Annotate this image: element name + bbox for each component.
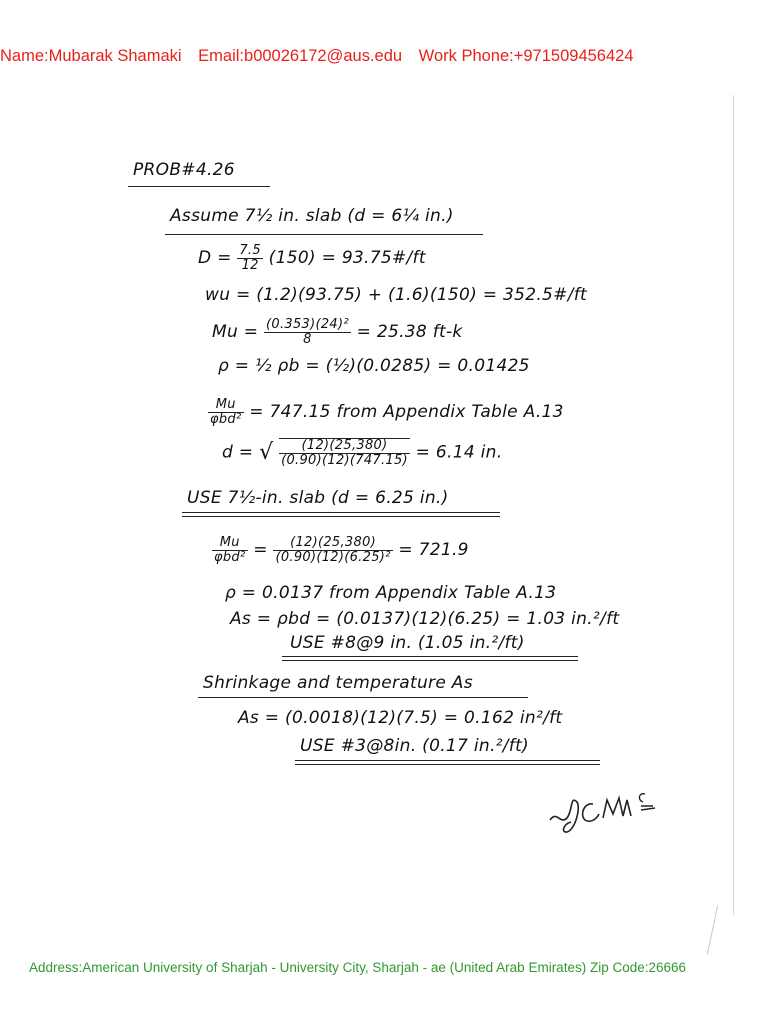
ratio-numerator: Mu <box>208 398 244 413</box>
depth-rhs: = 6.14 in. <box>415 442 503 463</box>
moment-rhs: = 25.38 ft-k <box>356 322 463 343</box>
ratio2-mid-numerator: (12)(25,380) <box>273 536 392 551</box>
ratio2-line: $\frac{Mu}{\text{φbd²}}$ = $\frac{(12)(25,380)}{\text{(0.90)(12)(6.25)²}}$ = 721.9 <box>214 535 469 565</box>
ratio2-numerator: Mu <box>212 536 248 551</box>
steel-area-line: As = ρbd = (0.0137)(12)(6.25) = 1.03 in.²/ft <box>230 609 620 629</box>
moment-fraction <box>264 318 351 346</box>
contact-phone: Work Phone:+971509456424 <box>418 47 634 65</box>
rho-line: ρ = ½ ρb = (½)(0.0285) = 0.01425 <box>218 356 530 376</box>
ratio2-mid-fraction <box>273 536 392 564</box>
use-slab-line: USE 7½-in. slab (d = 6.25 in.) <box>187 488 449 508</box>
shrinkage-underline <box>198 697 528 698</box>
moment-numerator: (0.353)(24)² <box>266 317 349 332</box>
ratio-line <box>208 398 564 426</box>
contact-email[interactable]: Email:b00026172@aus.edu <box>198 47 403 65</box>
scan-page-edge-bottom <box>707 905 719 954</box>
use-slab-double-underline <box>182 512 500 517</box>
assumption-line: Assume 7½ in. slab (d = 6¼ in.) <box>170 206 454 226</box>
use-bars2-double-underline <box>295 760 600 765</box>
dead-load-lhs: D = <box>198 248 232 269</box>
dead-load-numerator: 7.5 <box>239 243 261 258</box>
ratio2-rhs: = 721.9 <box>398 540 469 561</box>
use-bars-line: USE #8@9 in. (1.05 in.²/ft) <box>290 633 525 653</box>
sqrt-symbol-icon: √ <box>259 440 274 466</box>
assumption-underline <box>165 234 483 235</box>
use-bars-double-underline <box>282 656 578 661</box>
ratio-rhs: = 747.15 from Appendix Table A.13 <box>249 402 564 423</box>
dead-load-fraction <box>237 244 263 272</box>
moment-line <box>212 318 463 346</box>
depth-line <box>222 438 502 467</box>
scan-page-edge <box>733 95 737 915</box>
dead-load-line <box>198 244 426 272</box>
dead-load-denominator: 12 <box>241 257 259 273</box>
ratio-denominator: φbd² <box>210 411 242 427</box>
use-bars2-line: USE #3@8in. (0.17 in.²/ft) <box>300 736 529 756</box>
moment-lhs: Mu = <box>212 322 259 343</box>
handwritten-signature <box>545 780 675 840</box>
depth-fraction <box>279 438 410 467</box>
shrinkage-area-line: As = (0.0018)(12)(7.5) = 0.162 in²/ft <box>238 708 563 728</box>
factored-load-line: wu = (1.2)(93.75) + (1.6)(150) = 352.5#/ft <box>205 285 587 305</box>
depth-lhs: d = <box>222 442 254 463</box>
depth-numerator: (12)(25,380) <box>279 439 410 454</box>
address-footer: Address:American University of Sharjah - University City, Sharjah - ae (United Arab Emirates) Zip Code:26666 <box>29 960 687 975</box>
ratio2-fraction <box>212 536 248 564</box>
depth-denominator: (0.90)(12)(747.15) <box>281 452 408 468</box>
ratio2-denominator: φbd² <box>214 549 246 565</box>
problem-underline <box>128 186 270 187</box>
shrinkage-heading: Shrinkage and temperature As <box>203 673 473 693</box>
rho2-line: ρ = 0.0137 from Appendix Table A.13 <box>225 583 557 603</box>
contact-name: Name:Mubarak Shamaki <box>0 47 182 65</box>
ratio-fraction <box>208 398 244 426</box>
contact-header <box>0 47 768 66</box>
dead-load-rhs: (150) = 93.75#/ft <box>268 248 426 269</box>
problem-number: PROB#4.26 <box>133 160 235 180</box>
moment-denominator: 8 <box>303 331 312 347</box>
ratio2-mid-denominator: (0.90)(12)(6.25)² <box>275 549 391 565</box>
